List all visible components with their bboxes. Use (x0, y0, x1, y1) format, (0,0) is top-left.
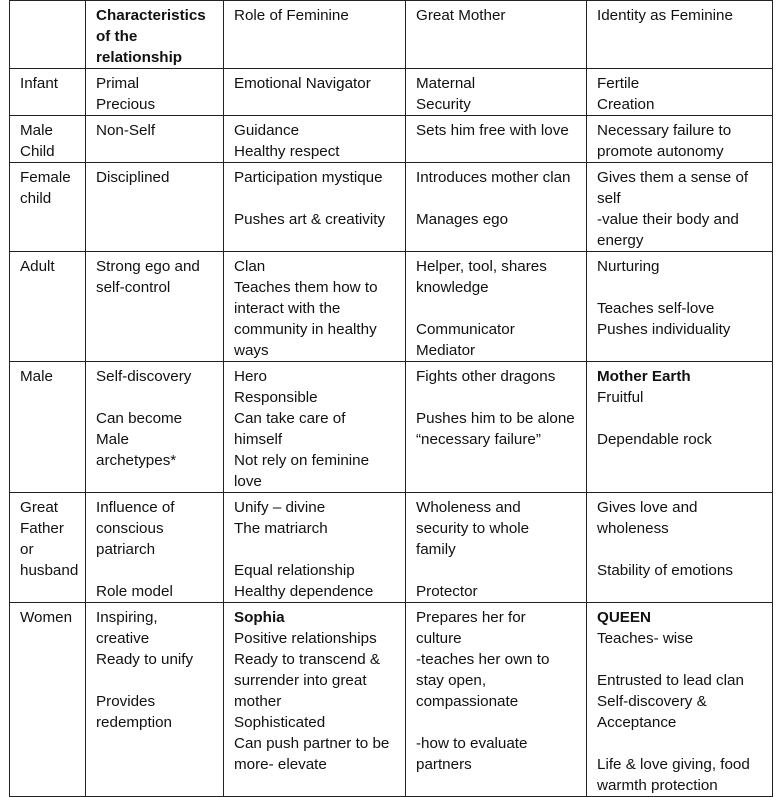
cell-line: child (20, 190, 52, 207)
header-row (10, 1, 773, 69)
cell-line: Stability of emotions (597, 562, 733, 579)
cell-line: Self-discovery & (597, 693, 707, 710)
cell-line: husband (20, 562, 79, 579)
cell-line: Great Mother (416, 7, 506, 24)
cell-line: partners (416, 756, 472, 773)
cell-line: Male (96, 431, 129, 448)
cell-line (416, 387, 580, 408)
cell-line: self (597, 190, 621, 207)
cell-line: Necessary failure to (597, 122, 732, 139)
cell-line (416, 298, 580, 319)
cell-line: Creation (597, 96, 655, 113)
cell-line: Pushes individuality (597, 321, 731, 338)
table-body (10, 1, 773, 797)
cell-line: Non-Self (96, 122, 156, 139)
cell-line: Healthy respect (234, 143, 340, 160)
header-cell-identity-as-feminine (587, 1, 773, 69)
cell-line (597, 733, 766, 754)
cell-line: conscious (96, 520, 164, 537)
cell-line: creative (96, 630, 150, 647)
cell-line: Ready to unify (96, 651, 194, 668)
cell-line: stay open, (416, 672, 487, 689)
cell-line: Fights other dragons (416, 368, 556, 385)
cell-line: promote autonomy (597, 143, 724, 160)
cell-line: Nurturing (597, 258, 660, 275)
cell-line: Pushes him to be alone (416, 410, 575, 427)
cell-row-label (10, 252, 86, 362)
cell-line: Maternal (416, 75, 476, 92)
cell-line (416, 188, 580, 209)
cell-line: Helper, tool, shares (416, 258, 547, 275)
cell-line (416, 560, 580, 581)
cell-line: Manages ego (416, 211, 509, 228)
cell-line: Teaches self-love (597, 300, 715, 317)
cell-line (597, 277, 766, 298)
cell-line: Fertile (597, 75, 640, 92)
cell-row-label (10, 69, 86, 116)
cell-line: Guidance (234, 122, 300, 139)
cell-line: Inspiring, (96, 609, 158, 626)
cell-line: Participation mystique (234, 169, 383, 186)
header-cell-characteristics (86, 1, 224, 69)
cell-line: Fruitful (597, 389, 644, 406)
cell-great-mother (406, 116, 587, 163)
cell-line: of the (96, 28, 138, 45)
cell-line: Identity as Feminine (597, 7, 733, 24)
cell-line: Women (20, 609, 73, 626)
cell-line: Entrusted to lead clan (597, 672, 744, 689)
cell-line: patriarch (96, 541, 156, 558)
cell-line: Introduces mother clan (416, 169, 571, 186)
cell-row-label (10, 362, 86, 493)
cell-identity-as-feminine (587, 252, 773, 362)
cell-line: Protector (416, 583, 478, 600)
cell-line: Life & love giving, food (597, 756, 750, 773)
cell-line: culture (416, 630, 462, 647)
cell-line: Female (20, 169, 71, 186)
cell-line: Hero (234, 368, 267, 385)
cell-characteristics (86, 252, 224, 362)
table-row (10, 603, 773, 797)
cell-line: surrender into great (234, 672, 367, 689)
cell-identity-as-feminine (587, 603, 773, 797)
cell-characteristics (86, 116, 224, 163)
table-row (10, 116, 773, 163)
cell-line: family (416, 541, 456, 558)
cell-role-of-feminine (224, 493, 406, 603)
cell-line: security to whole (416, 520, 530, 537)
cell-line: interact with the (234, 300, 341, 317)
cell-characteristics (86, 493, 224, 603)
cell-great-mother (406, 362, 587, 493)
cell-line: Equal relationship (234, 562, 355, 579)
table-row (10, 69, 773, 116)
cell-line: mother (234, 693, 282, 710)
cell-row-label (10, 493, 86, 603)
cell-role-of-feminine (224, 163, 406, 252)
cell-line: Role of Feminine (234, 7, 349, 24)
table-row (10, 493, 773, 603)
cell-line: energy (597, 232, 644, 249)
cell-line: -value their body and (597, 211, 739, 228)
cell-line: ways (234, 342, 269, 359)
header-cell-role-of-feminine (224, 1, 406, 69)
document-page (9, 0, 773, 797)
cell-line (234, 188, 399, 209)
cell-role-of-feminine (224, 252, 406, 362)
cell-line: Precious (96, 96, 156, 113)
table-row (10, 362, 773, 493)
cell-role-of-feminine (224, 362, 406, 493)
cell-line: Provides (96, 693, 156, 710)
cell-characteristics (86, 362, 224, 493)
cell-identity-as-feminine (587, 69, 773, 116)
header-cell-great-mother (406, 1, 587, 69)
cell-role-of-feminine (224, 116, 406, 163)
cell-line: Male (20, 122, 53, 139)
cell-line: Great (20, 499, 58, 516)
cell-line: Pushes art & creativity (234, 211, 386, 228)
cell-identity-as-feminine (587, 116, 773, 163)
cell-line: Emotional Navigator (234, 75, 371, 92)
cell-great-mother (406, 163, 587, 252)
cell-line: Infant (20, 75, 58, 92)
cell-line: Prepares her for (416, 609, 526, 626)
cell-line: Sophisticated (234, 714, 326, 731)
cell-line: Gives love and (597, 499, 698, 516)
cell-line: Characteristics (96, 7, 206, 24)
cell-line: Healthy dependence (234, 583, 374, 600)
cell-identity-as-feminine (587, 163, 773, 252)
cell-identity-as-feminine (587, 493, 773, 603)
cell-role-of-feminine (224, 603, 406, 797)
cell-line: -how to evaluate (416, 735, 528, 752)
cell-characteristics (86, 603, 224, 797)
cell-line (20, 5, 79, 26)
cell-line: Positive relationships (234, 630, 377, 647)
cell-line: Security (416, 96, 471, 113)
cell-line: Can become (96, 410, 183, 427)
cell-line: Strong ego and (96, 258, 200, 275)
cell-line: The matriarch (234, 520, 328, 537)
cell-line: Self-discovery (96, 368, 192, 385)
cell-line (96, 670, 217, 691)
table-row (10, 252, 773, 362)
cell-line: Male (20, 368, 53, 385)
cell-line: Sophia (234, 609, 285, 626)
cell-line (234, 539, 399, 560)
cell-line: Acceptance (597, 714, 677, 731)
cell-great-mother (406, 493, 587, 603)
cell-great-mother (406, 252, 587, 362)
cell-line (597, 649, 766, 670)
cell-line: Responsible (234, 389, 318, 406)
cell-line: Influence of (96, 499, 175, 516)
cell-line: community in healthy (234, 321, 377, 338)
cell-row-label (10, 603, 86, 797)
cell-line: “necessary failure” (416, 431, 541, 448)
cell-line: Role model (96, 583, 173, 600)
cell-line: Primal (96, 75, 140, 92)
cell-line (96, 560, 217, 581)
cell-line: Child (20, 143, 55, 160)
cell-line: Unify – divine (234, 499, 326, 516)
cell-line: -teaches her own to (416, 651, 550, 668)
cell-row-label (10, 163, 86, 252)
cell-line (96, 387, 217, 408)
cell-line: wholeness (597, 520, 669, 537)
cell-row-label (10, 116, 86, 163)
cell-great-mother (406, 603, 587, 797)
cell-line (416, 712, 580, 733)
cell-line: archetypes* (96, 452, 177, 469)
cell-line: compassionate (416, 693, 519, 710)
cell-line: himself (234, 431, 283, 448)
cell-role-of-feminine (224, 69, 406, 116)
cell-great-mother (406, 69, 587, 116)
cell-line: Father (20, 520, 64, 537)
cell-line: redemption (96, 714, 172, 731)
cell-line: Sets him free with love (416, 122, 569, 139)
cell-line: Mother Earth (597, 368, 691, 385)
cell-line: Adult (20, 258, 55, 275)
cell-line: Gives them a sense of (597, 169, 749, 186)
cell-line: Wholeness and (416, 499, 521, 516)
cell-characteristics (86, 69, 224, 116)
cell-line: knowledge (416, 279, 489, 296)
cell-line: Ready to transcend & (234, 651, 381, 668)
cell-line: Communicator (416, 321, 515, 338)
cell-line: self-control (96, 279, 171, 296)
cell-line: Teaches- wise (597, 630, 694, 647)
header-cell-row-label (10, 1, 86, 69)
relationship-table (9, 0, 773, 797)
cell-line: Can push partner to be (234, 735, 390, 752)
cell-line: Can take care of (234, 410, 346, 427)
cell-line (597, 539, 766, 560)
cell-line: QUEEN (597, 609, 652, 626)
cell-line: Clan (234, 258, 266, 275)
cell-line: Not rely on feminine (234, 452, 370, 469)
cell-line: more- elevate (234, 756, 327, 773)
cell-characteristics (86, 163, 224, 252)
cell-line: warmth protection (597, 777, 718, 794)
cell-line: relationship (96, 49, 183, 66)
cell-line: Disciplined (96, 169, 170, 186)
table-row (10, 163, 773, 252)
cell-line (597, 408, 766, 429)
cell-line: Dependable rock (597, 431, 712, 448)
cell-identity-as-feminine (587, 362, 773, 493)
cell-line: love (234, 473, 262, 490)
cell-line: Teaches them how to (234, 279, 378, 296)
cell-line: Mediator (416, 342, 476, 359)
cell-line: or (20, 541, 34, 558)
